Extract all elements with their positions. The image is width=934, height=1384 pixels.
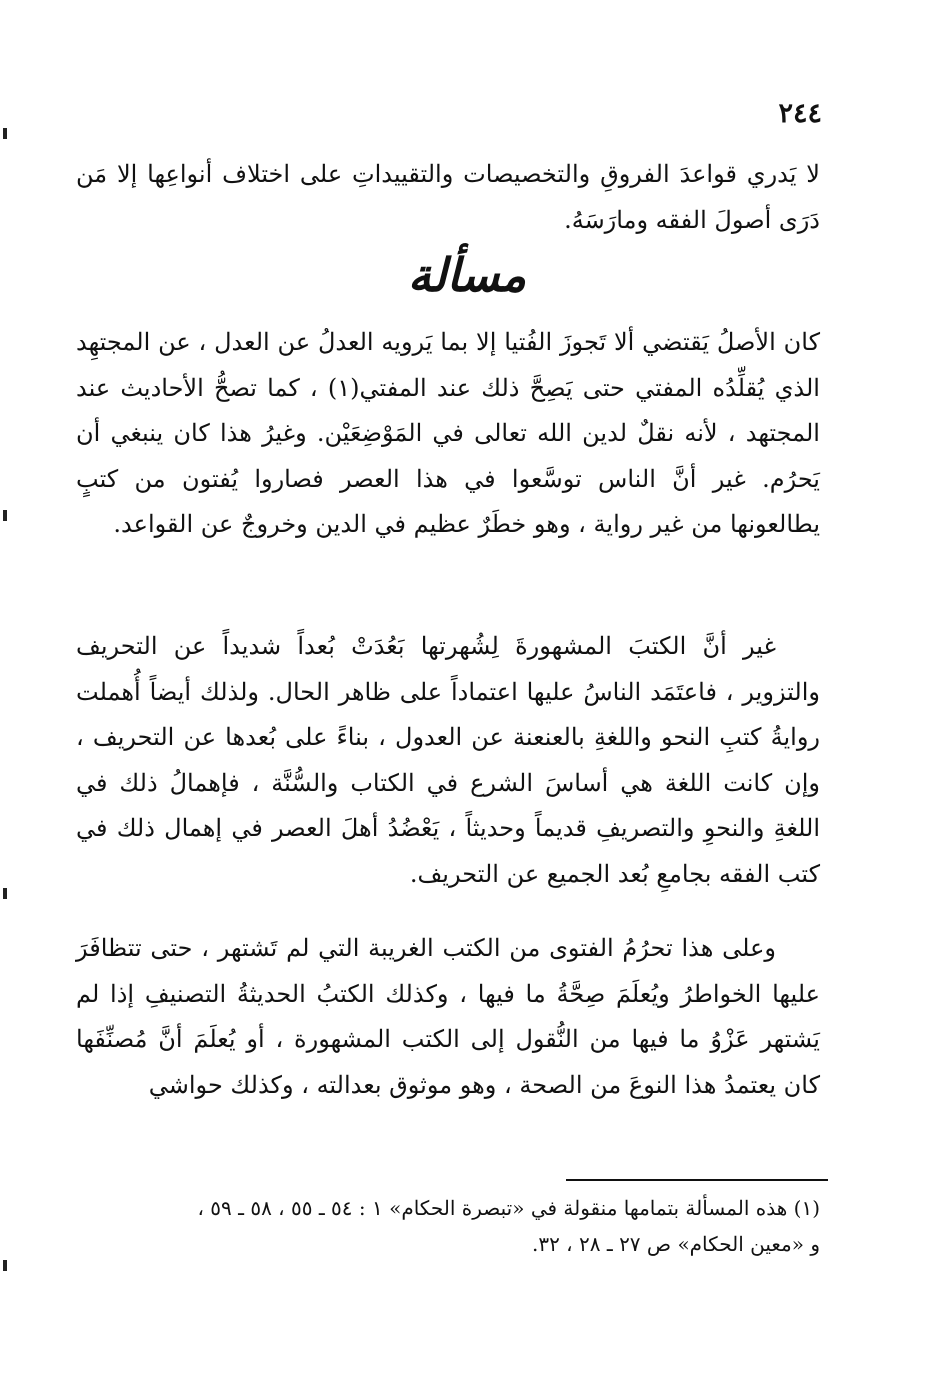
paragraph-line: كان ينبغي أن يَحرُم. غير أنَّ الناس توسَّعوا في هذا العصر فصاروا يُفتون من [76, 419, 820, 493]
paragraph-line: أُهملت روايةُ كتبِ النحو واللغةِ بالعنعنة عن العدول ، بناءً على بُعدها عن [76, 677, 820, 751]
paragraph-line: المجتهِد الذي يُقلِّدُه المفتي حتى يَصِحَّ ذلك عند المفتي(١) ، كما تصحُّ [76, 328, 820, 402]
paragraph-line: كتبٍ يطالعونها من غير رواية ، وهو خطَرٌ عظيم في الدين وخروجٌ عن [76, 464, 820, 538]
footnote [76, 1190, 820, 1262]
paragraph-line: كان يعتمدُ هذا النوعَ من الصحة ، وهو موثوق بعدالته ، وكذلك حواشي [148, 1070, 820, 1099]
paragraph-1 [76, 320, 820, 548]
paragraph-line: كان الأصلُ يَقتضي ألا تَجوزَ الفُتيا إلا بما يَرويه العدلُ عن العدل ، عن [158, 328, 820, 356]
paragraph-line: لم يَشتهر عَزْوُ ما فيها من النُّقول إلى الكتب المشهورة ، أو يُعلَمَ أنَّ مُصنِّفَها [76, 979, 820, 1053]
paragraph-line: غير أنَّ الكتبَ المشهورةَ لِشُهرتها بَعُدَتْ بُعداً شديداً عن التحريف [76, 632, 776, 660]
section-title: مسألة [407, 248, 527, 302]
paragraph-line: إهمال ذلك في كتب الفقه بجامعِ بُعد الجميع عن التحريف. [76, 814, 820, 888]
paragraph-line: التحريف ، وإن كانت اللغة هي أساسَ الشرع في الكتاب والسُّنَّة ، فإهمالُ [76, 723, 820, 797]
paragraph-line: والتزوير ، فاعتَمَد الناسُ عليها اعتماداً على ظاهر الحال. ولذلك أيضاً [149, 677, 820, 706]
scan-margin-mark [3, 1260, 7, 1271]
page-number: ٢٤٤ [778, 98, 822, 129]
paragraph-3 [76, 926, 820, 1108]
intro-line: مَن دَرَى أصولَ الفقه ومارَسَهُ. [76, 160, 820, 234]
scan-margin-mark [3, 888, 7, 899]
paragraph-2 [76, 624, 820, 897]
paragraph-line: الأحاديث عند المجتهد ، لأنه نقلٌ لدين الله تعالى في المَوْضِعَيْن. وغيرُ هذا [76, 373, 820, 447]
intro-line: لا يَدري قواعدَ الفروقِ والتخصيصات والتقييداتِ على اختلاف أنواعِها إلا [116, 160, 820, 188]
paragraph-line: عليها الخواطرُ ويُعلَمَ صِحَّةُ ما فيها ، وكذلك الكتبُ الحديثةُ التصنيفِ إذا [110, 979, 820, 1008]
scan-margin-mark [3, 128, 7, 139]
footnote-line: و «معين الحكام» ص ٢٧ ـ ٢٨ ، ٣٢. [531, 1232, 820, 1256]
paragraph-line: ذلك في اللغةِ والنحوِ والتصريفِ قديماً وحديثاً ، يَعْضُدُ أهلَ العصر في [76, 768, 820, 842]
paragraph-line: وعلى هذا تحرُمُ الفتوى من الكتب الغريبة التي لم تَشتهر ، حتى تتظافَرَ [76, 934, 776, 962]
intro-paragraph [76, 152, 820, 243]
scan-margin-mark [3, 510, 7, 521]
paragraph-line: القواعد. [113, 510, 194, 538]
footnote-line: (١) هذه المسألة بتمامها منقولة في «تبصرة الحكام» ١ : ٥٤ ـ ٥٥ ، ٥٨ ـ ٥٩ ، [197, 1196, 820, 1220]
footnote-separator [566, 1179, 828, 1181]
